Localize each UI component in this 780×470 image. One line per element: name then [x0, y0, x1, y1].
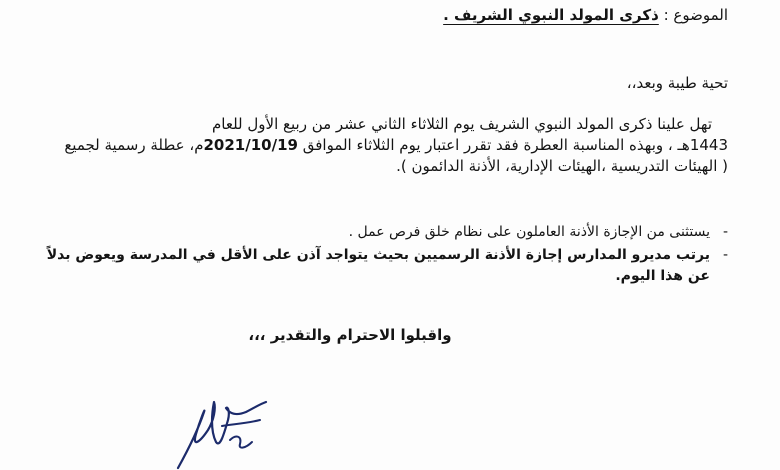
body-paragraph	[38, 114, 728, 177]
subject-title: ذكرى المولد النبوي الشريف .	[443, 6, 659, 24]
signature-image	[170, 390, 280, 470]
paragraph-line-2-end: م، عطلة رسمية لجميع	[64, 136, 204, 154]
bullet-list	[38, 222, 728, 289]
paragraph-line-1: تهل علينا ذكرى المولد النبوي الشريف يوم الثلاثاء الثاني عشر من ربيع الأول للعام	[211, 115, 712, 133]
bullet-text: يستثنى من الإجازة الأذنة العاملون على نظام خلق فرص عمل .	[348, 224, 710, 240]
paragraph-line-2-start: 1443هـ ، وبهذه المناسبة العطرة فقد تقرر اعتبار يوم الثلاثاء الموافق	[297, 136, 728, 154]
paragraph-line-3: ( الهيئات التدريسية ،الهيئات الإدارية، الأذنة الدائمون ).	[396, 157, 728, 175]
bullet-item	[38, 222, 728, 243]
subject-label: الموضوع :	[663, 6, 728, 24]
paragraph-line-2	[38, 135, 728, 156]
greeting: تحية طيبة وبعد،،	[626, 74, 728, 92]
bullet-text: يرتب مديرو المدارس إجازة الأذنة الرسميين بحيث يتواجد آذن على الأقل في المدرسة ويعوض بدلاً عن هذا اليوم.	[46, 247, 710, 284]
closing-line: واقبلوا الاحترام والتقدير ،،،	[248, 326, 452, 344]
holiday-date: 2021/10/19	[203, 136, 298, 154]
bullet-item	[38, 245, 728, 287]
bullet-marker: -	[722, 224, 728, 240]
subject-line	[443, 6, 728, 24]
bullet-marker: -	[722, 247, 728, 263]
